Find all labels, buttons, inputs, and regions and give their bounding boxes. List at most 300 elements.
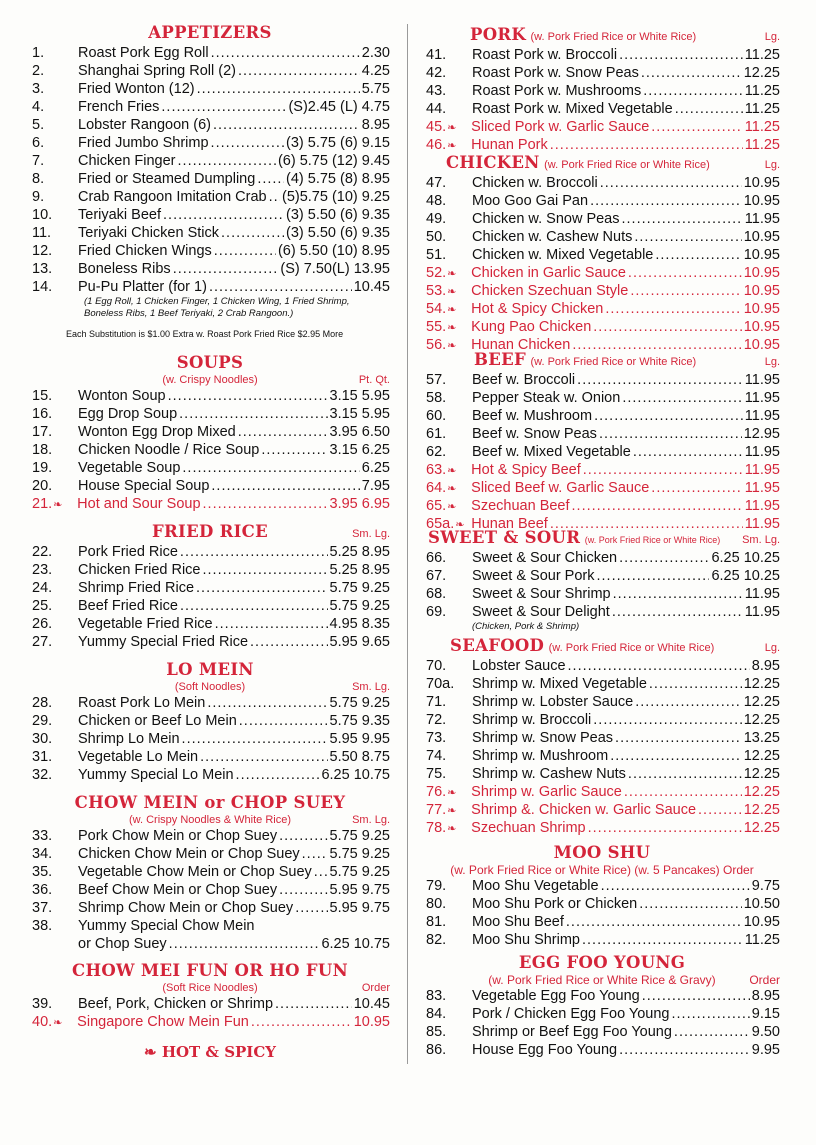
item-number: 77. xyxy=(426,802,447,818)
menu-item-row xyxy=(30,712,390,730)
hot-pepper-icon: ❧ xyxy=(447,286,457,298)
item-price: 8.95 xyxy=(751,658,780,674)
item-number: 53. xyxy=(426,283,447,299)
item-number: 81. xyxy=(426,914,447,930)
item-number: 7. xyxy=(32,153,45,169)
dot-leader xyxy=(624,783,742,801)
item-price: 8.95 xyxy=(751,988,780,1004)
menu-item-row xyxy=(424,567,780,585)
item-price: (6) 5.50 (10) 8.95 xyxy=(277,243,390,259)
item-price: 10.45 xyxy=(353,996,390,1012)
item-name: Teriyaki Beef xyxy=(78,207,162,223)
item-number: 6. xyxy=(32,135,45,151)
dot-leader xyxy=(628,765,742,783)
item-name: Lobster Sauce xyxy=(472,658,566,674)
dot-leader xyxy=(635,693,742,711)
dot-leader xyxy=(180,597,328,615)
item-number: 64. xyxy=(426,480,447,496)
menu-item-row xyxy=(424,1005,780,1023)
item-name: Chicken or Beef Lo Mein xyxy=(78,713,237,729)
menu-item-row xyxy=(30,98,390,116)
item-name: Moo Goo Gai Pan xyxy=(472,193,589,209)
dot-leader xyxy=(182,459,359,477)
menu-item-row xyxy=(30,579,390,597)
item-number: 13. xyxy=(32,261,53,277)
sweet-sour-note: (w. Pork Fried Rice or White Rice) xyxy=(584,535,721,545)
item-price: 5.75 9.35 xyxy=(329,713,390,729)
item-price: 11.95 xyxy=(744,408,780,424)
section-moo-shu xyxy=(424,842,780,949)
dot-leader xyxy=(577,371,743,389)
item-number: 8. xyxy=(32,171,45,187)
item-name: Yummy Special Fried Rice xyxy=(78,634,249,650)
item-price: 10.50 xyxy=(743,896,780,912)
menu-item-row xyxy=(424,801,780,819)
column-divider xyxy=(407,24,408,1064)
menu-item-row xyxy=(30,935,390,953)
hot-pepper-icon: ❧ xyxy=(447,268,457,280)
item-number: 22. xyxy=(32,544,53,560)
item-number: 46. xyxy=(426,137,447,153)
item-name: Hot and Sour Soup xyxy=(77,496,201,512)
dot-leader xyxy=(651,118,743,136)
item-price: 11.25 xyxy=(744,101,780,117)
menu-item-row xyxy=(30,405,390,423)
item-name: Vegetable Egg Foo Young xyxy=(472,988,640,1004)
dot-leader xyxy=(239,712,328,730)
soups-title: SOUPS xyxy=(176,353,244,372)
dot-leader xyxy=(622,210,743,228)
item-name: Shrimp w. Mixed Vegetable xyxy=(472,676,647,692)
pork-list xyxy=(424,46,780,154)
item-name: Vegetable Soup xyxy=(78,460,181,476)
dot-leader xyxy=(169,935,320,953)
item-number: 24. xyxy=(32,580,53,596)
beef-note: (w. Pork Fried Rice or White Rice) xyxy=(530,356,697,368)
item-number: 66. xyxy=(426,550,447,566)
dot-leader xyxy=(197,80,360,98)
moo-shu-subtitle: (w. Pork Fried Rice or White Rice) (w. 5 Pancakes) xyxy=(450,863,720,877)
item-price: 4.95 8.35 xyxy=(329,616,390,632)
item-number: 39. xyxy=(32,996,53,1012)
dot-leader xyxy=(203,561,328,579)
menu-item-row xyxy=(424,407,780,425)
item-price: 12.25 xyxy=(743,766,780,782)
item-name: Roast Pork Egg Roll xyxy=(78,45,209,61)
item-name: Pu-Pu Platter (for 1) xyxy=(78,279,207,295)
item-name: Moo Shu Pork or Chicken xyxy=(472,896,638,912)
dot-leader xyxy=(600,174,742,192)
chow-mein-list xyxy=(30,827,390,953)
dot-leader xyxy=(161,98,286,116)
dot-leader xyxy=(572,497,743,515)
item-name: Chicken Finger xyxy=(78,153,176,169)
item-price: 10.95 xyxy=(353,1014,390,1030)
hot-pepper-icon: ❧ xyxy=(447,465,457,477)
item-price: 12.25 xyxy=(743,802,780,818)
section-fried-rice xyxy=(30,521,390,651)
lo-mein-size-label: Sm. Lg. xyxy=(352,681,390,693)
item-price: 5.25 8.95 xyxy=(329,562,390,578)
menu-item-row xyxy=(424,783,780,801)
chicken-size-label: Lg. xyxy=(764,159,780,171)
item-number: 1. xyxy=(32,45,45,61)
dot-leader xyxy=(610,747,742,765)
dot-leader xyxy=(619,46,743,64)
lo-mein-subtitle: (Soft Noodles) xyxy=(174,681,246,693)
menu-item-row xyxy=(30,766,390,784)
menu-item-row xyxy=(424,603,780,621)
item-number: 23. xyxy=(32,562,53,578)
dot-leader xyxy=(200,748,327,766)
beef-title: BEEF xyxy=(474,350,527,369)
dot-leader xyxy=(196,579,327,597)
item-price: 11.95 xyxy=(744,444,780,460)
item-name: Fried or Steamed Dumpling xyxy=(78,171,256,187)
dot-leader xyxy=(674,1023,750,1041)
item-price: 3.15 6.25 xyxy=(329,442,390,458)
menu-item-row xyxy=(424,479,780,497)
item-name: Pork Fried Rice xyxy=(78,544,178,560)
item-name: Shrimp or Beef Egg Foo Young xyxy=(472,1024,672,1040)
menu-item-row xyxy=(424,371,780,389)
item-name: Lobster Rangoon (6) xyxy=(78,117,211,133)
dot-leader xyxy=(215,615,328,633)
item-name: Beef w. Snow Peas xyxy=(472,426,597,442)
menu-item-row xyxy=(30,863,390,881)
item-number: 26. xyxy=(32,616,53,632)
item-price: 5.75 9.25 xyxy=(329,846,390,862)
menu-item-row xyxy=(30,441,390,459)
item-price: 11.25 xyxy=(744,137,780,153)
dot-leader xyxy=(203,495,328,513)
dot-leader xyxy=(213,116,360,134)
dot-leader xyxy=(275,995,352,1013)
dot-leader xyxy=(643,82,743,100)
menu-item-row xyxy=(30,224,390,242)
dot-leader xyxy=(641,64,742,82)
item-price: (3) 5.50 (6) 9.35 xyxy=(286,207,390,223)
chicken-title: CHICKEN xyxy=(446,153,540,172)
item-number: 5. xyxy=(32,117,45,133)
hot-pepper-icon: ❧ xyxy=(447,140,457,152)
dot-leader xyxy=(634,228,741,246)
menu-item-row xyxy=(424,282,780,300)
item-price: 11.95 xyxy=(744,480,780,496)
menu-item-row xyxy=(424,318,780,336)
item-name: Sliced Pork w. Garlic Sauce xyxy=(471,119,650,135)
platter-note: (1 Egg Roll, 1 Chicken Finger, 1 Chicken Wing, 1 Fried Shrimp, Boneless Ribs, 1 Beef Teriyaki, 2 Crab Rangoon.) xyxy=(84,296,350,319)
item-number: 73. xyxy=(426,730,447,746)
item-price: 9.75 xyxy=(751,878,780,894)
dot-leader xyxy=(211,134,284,152)
item-price: 11.95 xyxy=(744,604,780,620)
hot-pepper-icon: ❧ xyxy=(144,1043,157,1061)
dot-leader xyxy=(180,543,328,561)
item-number: 80. xyxy=(426,896,447,912)
item-name: Beef w. Mushroom xyxy=(472,408,593,424)
item-price: 10.95 xyxy=(743,283,780,299)
item-number: 49. xyxy=(426,211,447,227)
item-price: 12.25 xyxy=(743,65,780,81)
pork-title: PORK xyxy=(470,25,527,44)
item-price: 5.75 9.25 xyxy=(329,580,390,596)
item-number: 55. xyxy=(426,319,447,335)
item-name: Hot & Spicy Chicken xyxy=(471,301,604,317)
item-name: Roast Pork w. Broccoli xyxy=(472,47,618,63)
menu-item-row xyxy=(424,585,780,603)
item-price: 11.25 xyxy=(744,119,780,135)
hot-pepper-icon: ❧ xyxy=(447,340,457,352)
menu-item-row xyxy=(424,497,780,515)
item-price: 5.50 8.75 xyxy=(329,749,390,765)
appetizers-title: APPETIZERS xyxy=(148,23,272,42)
item-number: 28. xyxy=(32,695,53,711)
menu-item-row xyxy=(424,877,780,895)
item-price: 5.95 9.75 xyxy=(329,882,390,898)
item-number: 20. xyxy=(32,478,53,494)
dot-leader xyxy=(314,863,328,881)
menu-item-row xyxy=(424,931,780,949)
section-egg-foo-young xyxy=(424,952,780,1059)
item-number: 74. xyxy=(426,748,447,764)
menu-item-row xyxy=(424,443,780,461)
item-price: 8.95 xyxy=(361,117,390,133)
dot-leader xyxy=(250,633,327,651)
item-name: Teriyaki Chicken Stick xyxy=(78,225,220,241)
item-number: 17. xyxy=(32,424,53,440)
item-price: 6.25 10.25 xyxy=(711,550,780,566)
dot-leader xyxy=(211,44,360,62)
item-price: 5.95 9.95 xyxy=(329,731,390,747)
menu-item-row xyxy=(424,819,780,837)
menu-item-row xyxy=(30,845,390,863)
hot-pepper-icon: ❧ xyxy=(447,304,457,316)
dot-leader xyxy=(619,1041,750,1059)
item-price: 10.95 xyxy=(743,229,780,245)
mei-fun-title: CHOW MEI FUN OR HO FUN xyxy=(72,961,348,980)
item-name: Chicken Szechuan Style xyxy=(471,283,629,299)
item-name: Beef Fried Rice xyxy=(78,598,178,614)
item-name: Wonton Egg Drop Mixed xyxy=(78,424,236,440)
item-name: Roast Pork w. Mixed Vegetable xyxy=(472,101,673,117)
item-number: 47. xyxy=(426,175,447,191)
item-number: 37. xyxy=(32,900,53,916)
dot-leader xyxy=(179,405,327,423)
item-name: Moo Shu Shrimp xyxy=(472,932,580,948)
dot-leader xyxy=(599,425,742,443)
item-price: 5.95 9.65 xyxy=(329,634,390,650)
dot-leader xyxy=(236,766,320,784)
menu-item-row xyxy=(30,597,390,615)
item-number: 21. xyxy=(32,496,53,512)
item-number: 70. xyxy=(426,658,447,674)
item-name: Hunan Pork xyxy=(471,137,548,153)
item-number: 43. xyxy=(426,83,447,99)
item-price: 13.25 xyxy=(743,730,780,746)
hot-pepper-icon: ❧ xyxy=(447,805,457,817)
item-price: 3.95 6.50 xyxy=(329,424,390,440)
sweet-sour-list xyxy=(424,549,780,621)
menu-item-row xyxy=(424,174,780,192)
item-price: 11.25 xyxy=(744,83,780,99)
item-name: Wonton Soup xyxy=(78,388,166,404)
hot-pepper-icon: ❧ xyxy=(53,1017,63,1029)
item-name: Crab Rangoon Imitation Crab xyxy=(78,189,267,205)
dot-leader xyxy=(173,260,279,278)
item-price: 10.95 xyxy=(743,301,780,317)
item-number: 78. xyxy=(426,820,447,836)
item-price: (4) 5.75 (8) 8.95 xyxy=(286,171,390,187)
dot-leader xyxy=(209,278,352,296)
item-name: Chicken Noodle / Rice Soup xyxy=(78,442,260,458)
item-number: 4. xyxy=(32,99,45,115)
item-number: 56. xyxy=(426,337,447,353)
item-number: 38. xyxy=(32,918,53,934)
sweet-sour-size-label: Sm. Lg. xyxy=(742,534,780,546)
item-name: Kung Pao Chicken xyxy=(471,319,592,335)
dot-leader xyxy=(182,730,328,748)
item-price: 6.25 10.75 xyxy=(321,767,390,783)
item-name: Moo Shu Beef xyxy=(472,914,564,930)
menu-item-row xyxy=(30,242,390,260)
fried-rice-title: FRIED RICE xyxy=(152,522,268,541)
menu-item-row xyxy=(30,278,390,296)
item-name: Fried Jumbo Shrimp xyxy=(78,135,209,151)
item-number: 10. xyxy=(32,207,53,223)
dot-leader xyxy=(633,443,743,461)
dot-leader xyxy=(269,188,280,206)
item-name: Hunan Beef xyxy=(471,516,548,532)
hot-pepper-icon: ❧ xyxy=(53,499,63,511)
item-price: 3.15 5.95 xyxy=(329,406,390,422)
dot-leader xyxy=(622,389,742,407)
dot-leader xyxy=(615,729,742,747)
dot-leader xyxy=(214,242,276,260)
menu-item-row xyxy=(30,917,390,935)
dot-leader xyxy=(295,899,327,917)
item-number: 50. xyxy=(426,229,447,245)
item-number: 18. xyxy=(32,442,53,458)
menu-item-row xyxy=(424,711,780,729)
dot-leader xyxy=(207,694,327,712)
menu-item-row xyxy=(424,729,780,747)
menu-item-row xyxy=(30,477,390,495)
dot-leader xyxy=(261,441,327,459)
menu-item-row xyxy=(424,82,780,100)
item-price: 10.95 xyxy=(743,319,780,335)
dot-leader xyxy=(251,1013,352,1031)
item-number: 82. xyxy=(426,932,447,948)
menu-item-row xyxy=(30,116,390,134)
item-number: 58. xyxy=(426,390,447,406)
dot-leader xyxy=(279,827,327,845)
dot-leader xyxy=(163,206,284,224)
menu-item-row xyxy=(424,987,780,1005)
dot-leader xyxy=(593,711,741,729)
pork-note: (w. Pork Fried Rice or White Rice) xyxy=(530,31,697,43)
lo-mein-title: LO MEIN xyxy=(166,660,254,679)
section-sweet-sour xyxy=(424,527,780,633)
hot-pepper-icon: ❧ xyxy=(447,122,457,134)
item-name: Egg Drop Soup xyxy=(78,406,178,422)
item-price: 12.25 xyxy=(743,820,780,836)
egg-foo-young-list xyxy=(424,987,780,1059)
dot-leader xyxy=(238,62,360,80)
item-name: Sweet & Sour Delight xyxy=(472,604,610,620)
dot-leader xyxy=(211,477,359,495)
item-price: 6.25 10.75 xyxy=(321,936,390,952)
menu-item-row xyxy=(30,730,390,748)
item-name: Sliced Beef w. Garlic Sauce xyxy=(471,480,650,496)
item-name: Chicken w. Mixed Vegetable xyxy=(472,247,654,263)
dot-leader xyxy=(672,1005,750,1023)
item-name: Fried Chicken Wings xyxy=(78,243,212,259)
item-price: 10.95 xyxy=(743,914,780,930)
item-number: 9. xyxy=(32,189,45,205)
item-price: 5.75 9.25 xyxy=(329,864,390,880)
menu-item-row xyxy=(424,192,780,210)
item-number: 71. xyxy=(426,694,447,710)
egg-foo-young-title: EGG FOO YOUNG xyxy=(518,953,686,972)
item-name: Beef, Pork, Chicken or Shrimp xyxy=(78,996,274,1012)
item-number: 45. xyxy=(426,119,447,135)
menu-item-row xyxy=(30,543,390,561)
dot-leader xyxy=(655,246,741,264)
item-number: 35. xyxy=(32,864,53,880)
dot-leader xyxy=(605,300,741,318)
beef-list xyxy=(424,371,780,533)
menu-item-row xyxy=(30,260,390,278)
sweet-sour-title: SWEET & SOUR xyxy=(428,528,581,547)
item-name: Sweet & Sour Chicken xyxy=(472,550,618,566)
item-price: 3.95 6.95 xyxy=(329,496,390,512)
soups-size-label: Pt. Qt. xyxy=(358,374,390,386)
item-name: Chicken w. Snow Peas xyxy=(472,211,620,227)
menu-item-row xyxy=(30,62,390,80)
item-number: 63. xyxy=(426,462,447,478)
item-name: Boneless Ribs xyxy=(78,261,171,277)
item-name: Shrimp Chow Mein or Chop Suey xyxy=(78,900,294,916)
section-appetizers xyxy=(30,22,390,340)
item-number: 42. xyxy=(426,65,447,81)
item-name: Sweet & Sour Shrimp xyxy=(472,586,611,602)
item-name: Hunan Chicken xyxy=(471,337,571,353)
item-number: 33. xyxy=(32,828,53,844)
chow-mein-subtitle: (w. Crispy Noodles & White Rice) xyxy=(129,814,291,826)
item-price: 12.25 xyxy=(743,676,780,692)
item-price: 11.95 xyxy=(744,498,780,514)
menu-item-row xyxy=(424,1023,780,1041)
item-price: 10.45 xyxy=(353,279,390,295)
dot-leader xyxy=(675,100,743,118)
menu-item-row xyxy=(30,170,390,188)
item-price: (6) 5.75 (12) 9.45 xyxy=(277,153,390,169)
item-number: 57. xyxy=(426,372,447,388)
item-name: Pork / Chicken Egg Foo Young xyxy=(472,1006,670,1022)
moo-shu-title: MOO SHU xyxy=(553,843,651,862)
item-name: Chicken Chow Mein or Chop Suey xyxy=(78,846,300,862)
dot-leader xyxy=(613,585,743,603)
menu-item-row xyxy=(424,693,780,711)
dot-leader xyxy=(612,603,743,621)
item-price: 12.25 xyxy=(743,748,780,764)
section-chow-mein xyxy=(30,792,390,953)
item-price: 12.25 xyxy=(743,694,780,710)
item-price: 11.95 xyxy=(744,516,780,532)
section-lo-mein xyxy=(30,659,390,784)
item-price: 5.75 xyxy=(361,81,390,97)
